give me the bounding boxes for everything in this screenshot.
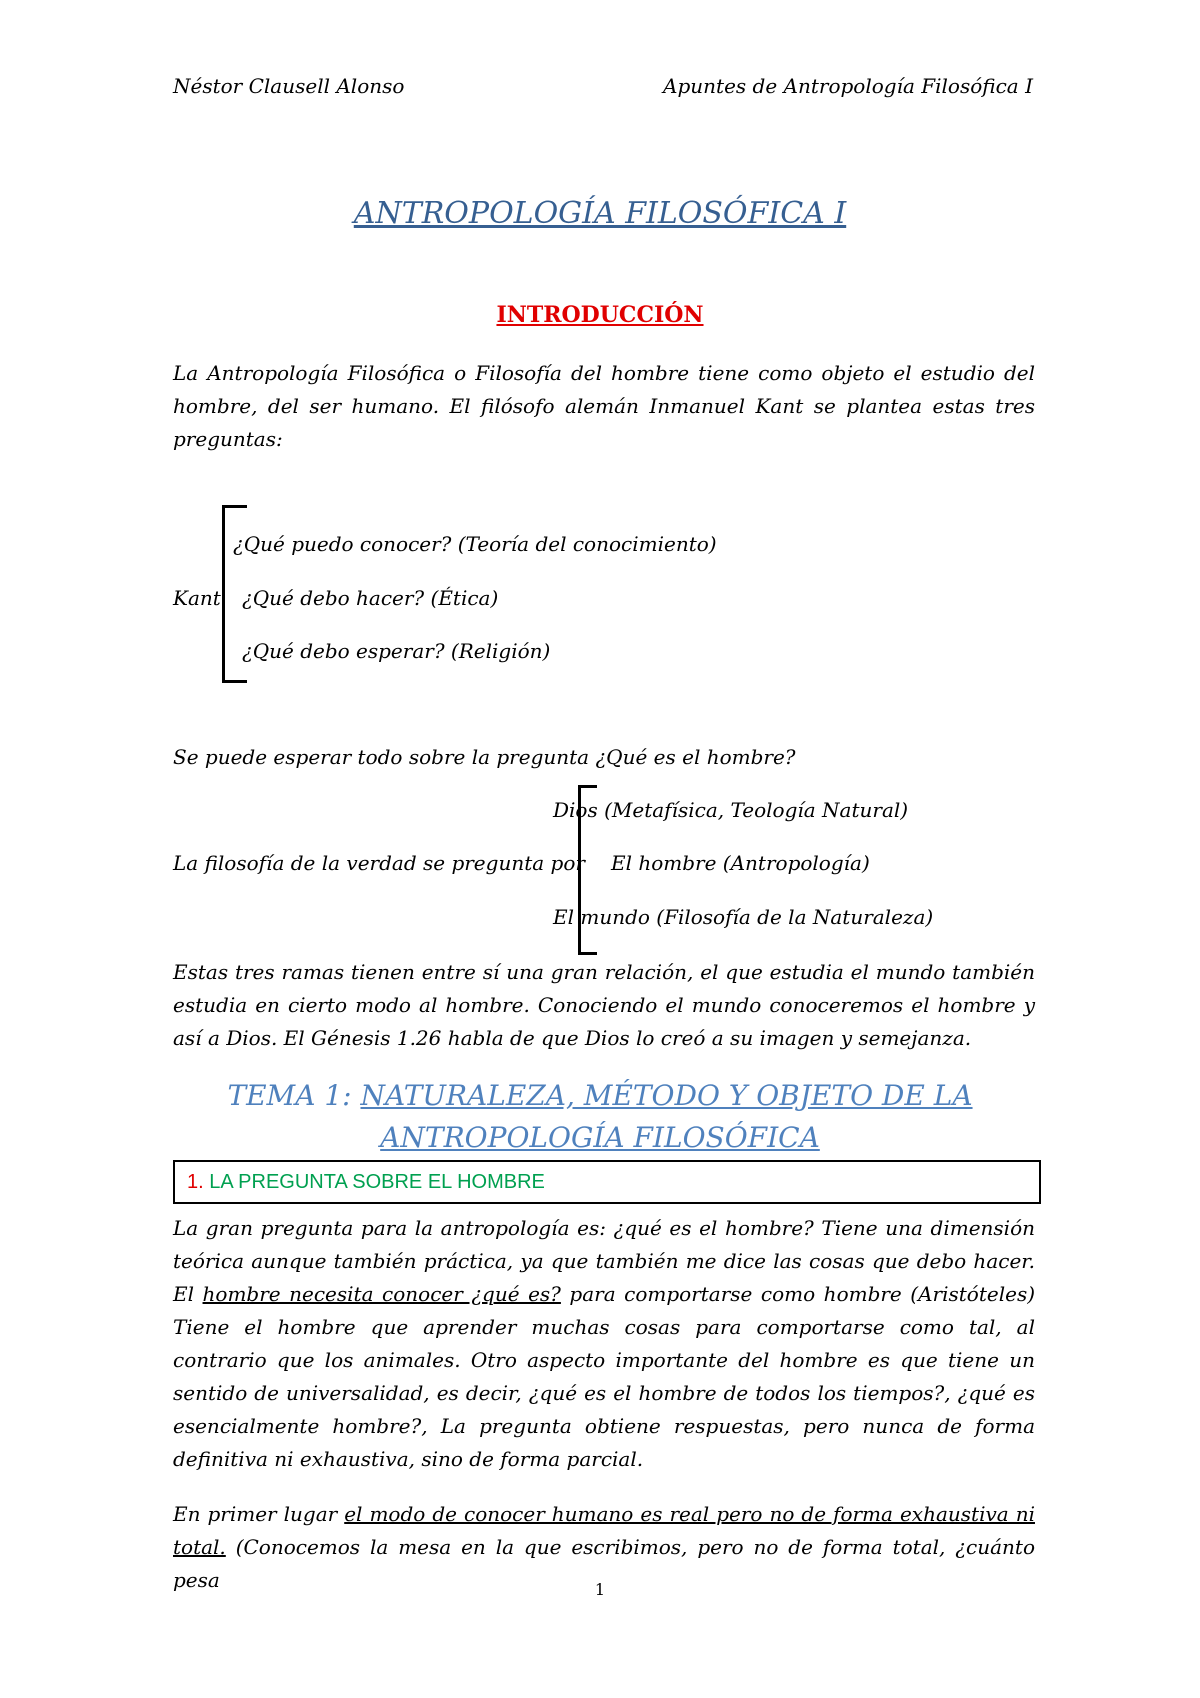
intro-paragraph: La Antropología Filosófica o Filosofía del hombre tiene como objeto el estudio del hombre, del ser humano. El filósofo alemán Inmanuel Kant se plantea estas tres preguntas: bbox=[173, 361, 1035, 451]
primer-lugar-text-2: (Conocemos la mesa en la que escribimos, pero no de forma total, ¿cuánto pesa bbox=[173, 1535, 1035, 1592]
header-author: Néstor Clausell Alonso bbox=[173, 74, 405, 98]
header-subject: Apuntes de Antropología Filosófica I bbox=[663, 74, 1033, 98]
filosofia-label: La filosofía de la verdad se pregunta por bbox=[173, 851, 585, 875]
filosofia-item-mundo: El mundo (Filosofía de la Naturaleza) bbox=[553, 905, 934, 929]
gran-pregunta-paragraph bbox=[173, 1212, 1035, 1476]
page-number: 1 bbox=[594, 1580, 606, 1599]
kant-label: Kant bbox=[173, 586, 221, 610]
kant-question-3: ¿Qué debo esperar? (Religión) bbox=[242, 639, 551, 663]
section-number: 1. bbox=[187, 1171, 204, 1193]
tema-title-line2: ANTROPOLOGÍA FILOSÓFICA bbox=[380, 1121, 820, 1154]
gran-pregunta-underlined: hombre necesita conocer ¿qué es? bbox=[202, 1282, 561, 1306]
filosofia-bracket bbox=[578, 785, 597, 955]
tema-title bbox=[0, 1075, 1200, 1159]
filosofia-item-hombre: El hombre (Antropología) bbox=[611, 851, 870, 875]
tema-prefix: TEMA 1: bbox=[227, 1079, 361, 1112]
kant-question-1: ¿Qué puedo conocer? (Teoría del conocimiento) bbox=[233, 532, 717, 556]
primer-lugar-underlined: el modo de conocer humano es real pero no de forma exhaustiva ni total. bbox=[173, 1502, 1035, 1559]
intro-heading: INTRODUCCIÓN bbox=[496, 302, 704, 328]
primer-lugar-text-1: En primer lugar bbox=[173, 1502, 345, 1526]
filosofia-item-dios: Dios (Metafísica, Teología Natural) bbox=[553, 798, 909, 822]
document-title: ANTROPOLOGÍA FILOSÓFICA I bbox=[353, 196, 847, 231]
gran-pregunta-text-1: La gran pregunta para la antropología es: ¿qué es el hombre? Tiene una dimensión teórica aunque también práctica, ya que también me dice las cosas que debo hacer. El bbox=[173, 1216, 1035, 1306]
pregunta-line: Se puede esperar todo sobre la pregunta ¿Qué es el hombre? bbox=[173, 745, 796, 769]
section-heading-box bbox=[173, 1160, 1041, 1204]
tema-title-line1: NATURALEZA, MÉTODO Y OBJETO DE LA bbox=[360, 1079, 973, 1112]
gran-pregunta-text-2: para comportarse como hombre (Aristóteles) Tiene el hombre que aprender muchas cosas para comportarse como tal, al contrario que los animales. Otro aspecto importante del hombre es que tiene un sentido de universalidad, es decir, ¿qué es el hombre de todos los tiempos?, ¿qué es esencialmente hombre?, La pregunta obtiene respuestas, pero nunca de forma definitiva ni exhaustiva, sino de forma parcial. bbox=[173, 1282, 1036, 1471]
section-title: LA PREGUNTA SOBRE EL HOMBRE bbox=[203, 1171, 545, 1193]
ramas-paragraph: Estas tres ramas tienen entre sí una gran relación, el que estudia el mundo también estudia en cierto modo al hombre. Conociendo el mundo conoceremos el hombre y así a Dios. El Génesis 1.26 habla de que Dios lo creó a su imagen y semejanza. bbox=[173, 960, 1035, 1050]
kant-question-2: ¿Qué debo hacer? (Ética) bbox=[242, 586, 499, 610]
